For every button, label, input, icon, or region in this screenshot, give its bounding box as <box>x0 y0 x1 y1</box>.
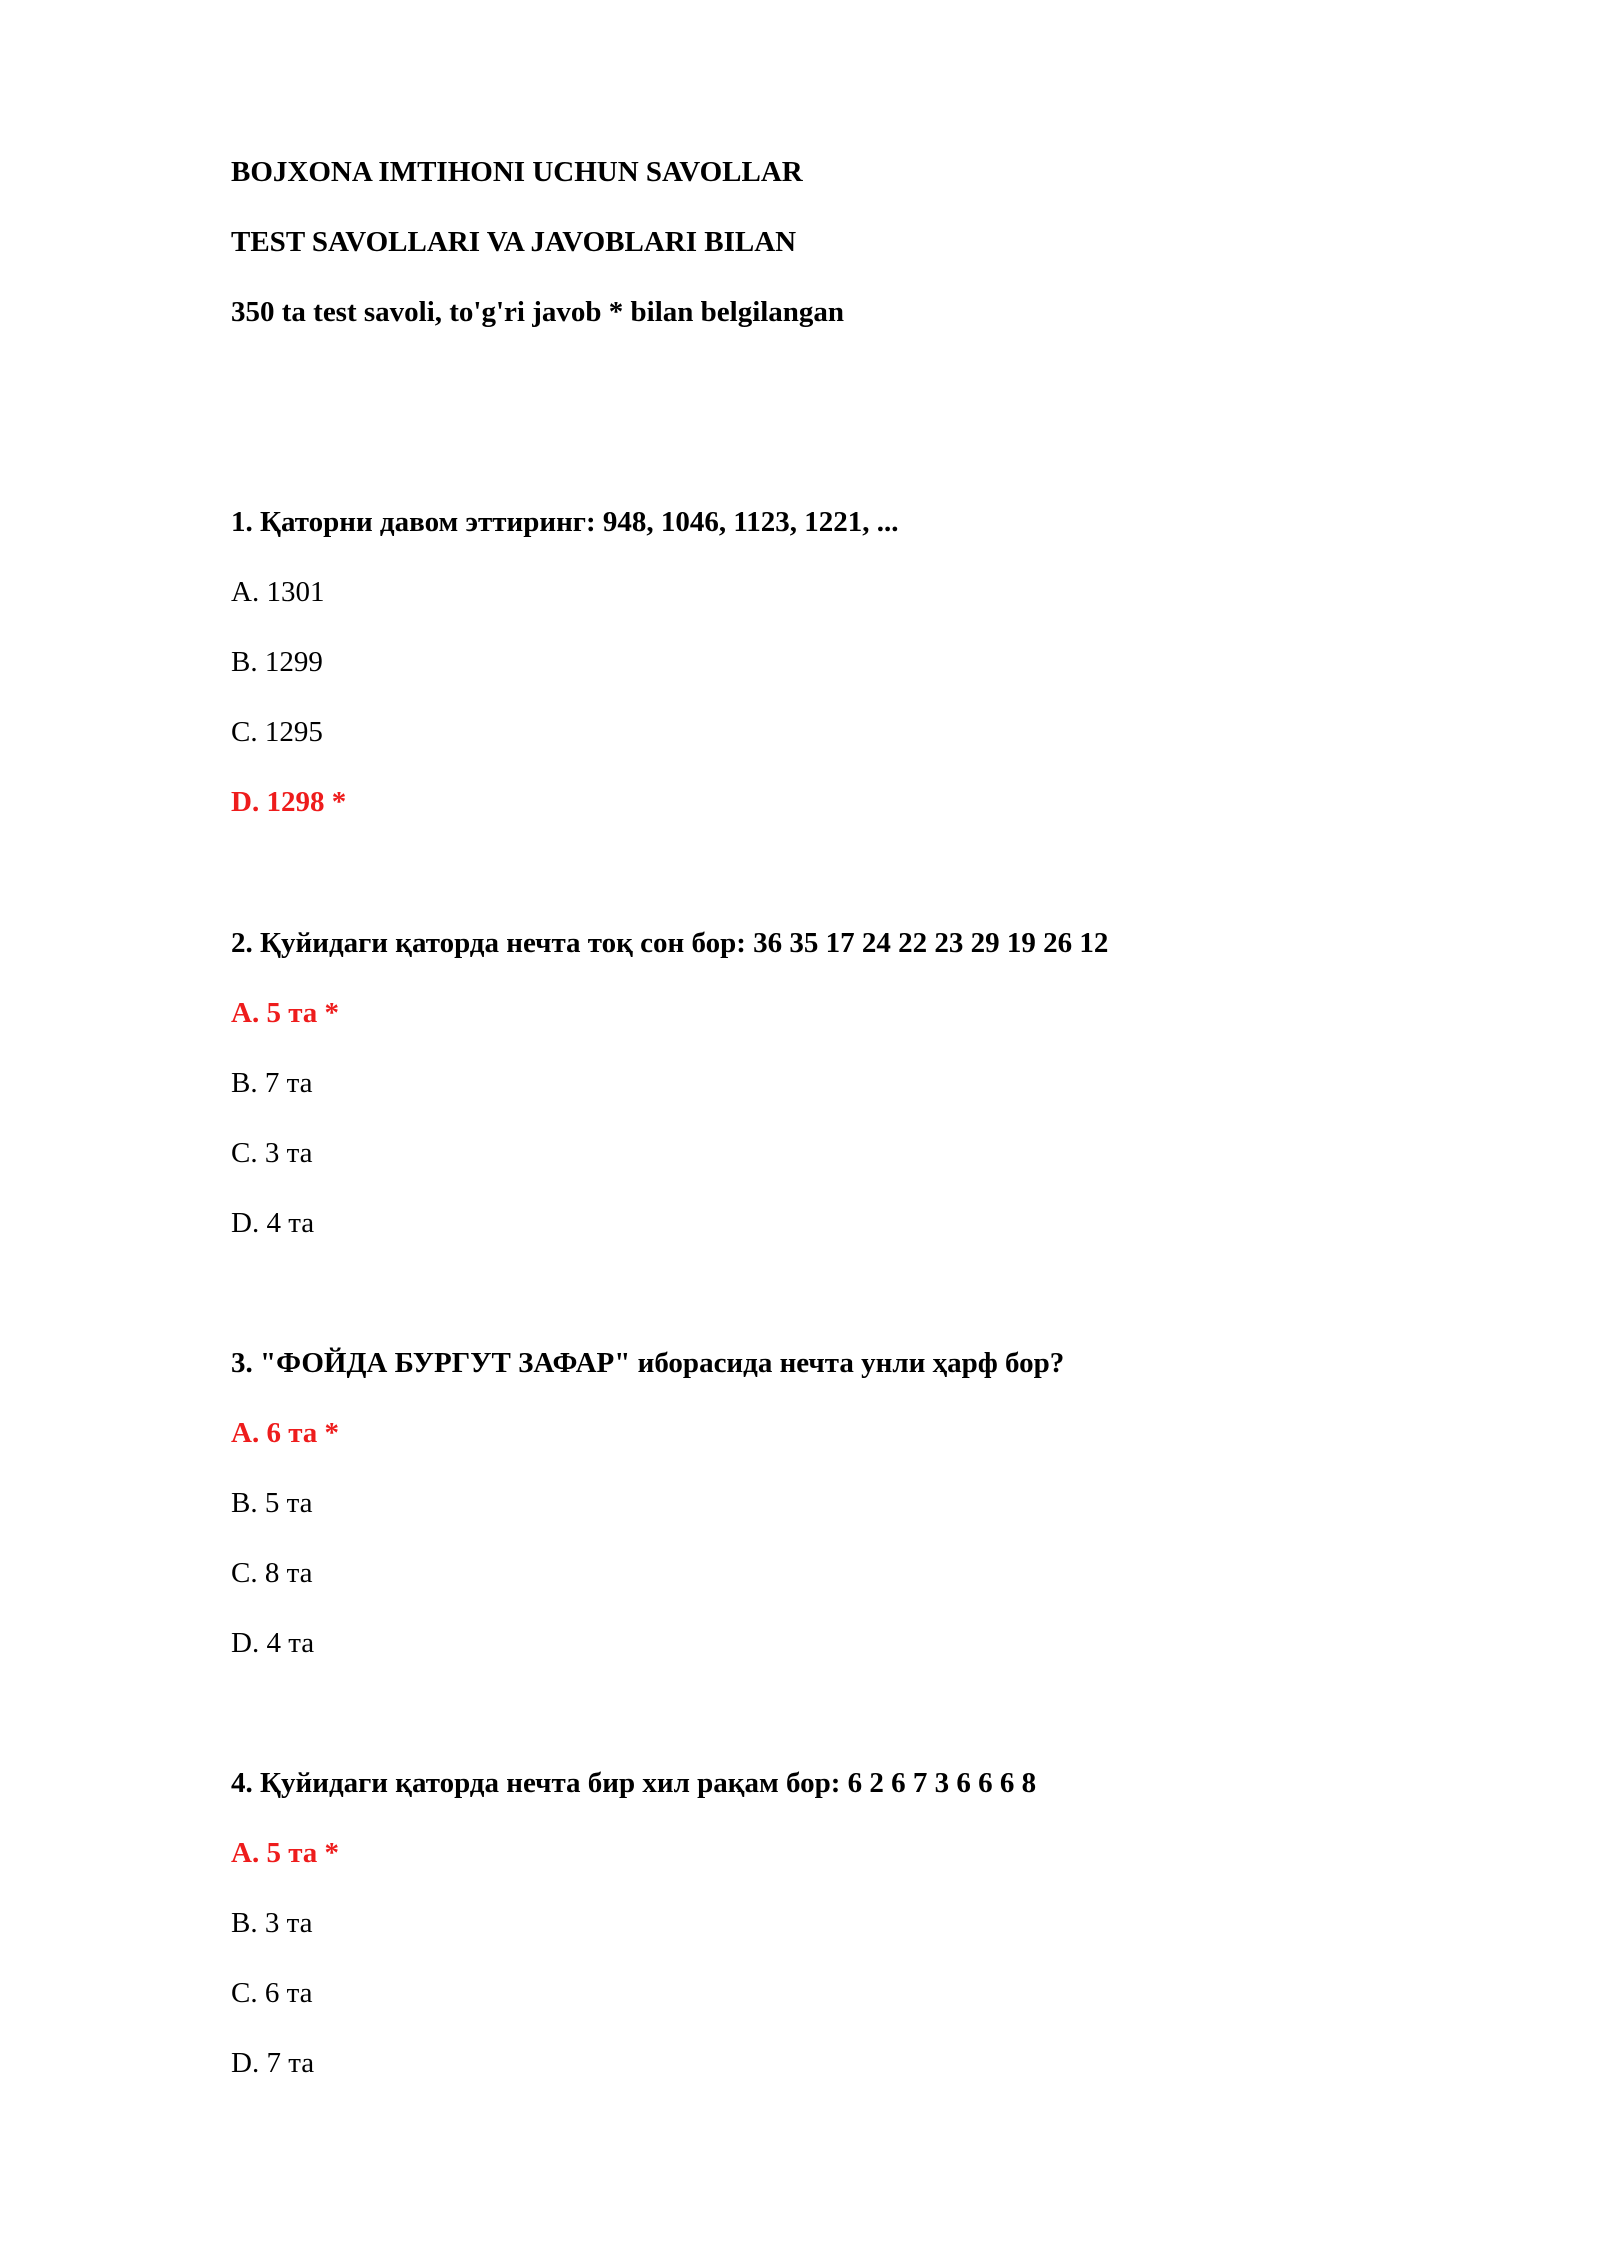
question-2-option-a: A. 5 та * <box>231 997 340 1029</box>
question-3-option-c: C. 8 та <box>231 1557 313 1589</box>
document-note: 350 ta test savoli, to'g'ri javob * bilan belgilangan <box>231 296 845 328</box>
question-2-option-c: C. 3 та <box>231 1137 313 1169</box>
question-4-text: 4. Қуйидаги қаторда нечта бир хил рақам бор: 6 2 6 7 3 6 6 6 8 <box>231 1767 1037 1799</box>
question-1-option-a: A. 1301 <box>231 576 325 608</box>
question-3-option-b: B. 5 та <box>231 1487 313 1519</box>
question-4-option-c: C. 6 та <box>231 1977 313 2009</box>
question-1-option-d: D. 1298 * <box>231 786 347 818</box>
question-2-option-b: B. 7 та <box>231 1067 313 1099</box>
question-1-option-b: B. 1299 <box>231 646 323 678</box>
document-title: BOJXONA IMTIHONI UCHUN SAVOLLAR <box>231 156 803 188</box>
question-2-option-d: D. 4 та <box>231 1207 315 1239</box>
question-3-option-d: D. 4 та <box>231 1627 315 1659</box>
question-4-option-a: A. 5 та * <box>231 1837 340 1869</box>
question-2-text: 2. Қуйидаги қаторда нечта тоқ сон бор: 36 35 17 24 22 23 29 19 26 12 <box>231 927 1109 959</box>
document-subtitle: TEST SAVOLLARI VA JAVOBLARI BILAN <box>231 226 797 258</box>
question-4-option-b: B. 3 та <box>231 1907 313 1939</box>
question-4-option-d: D. 7 та <box>231 2047 315 2079</box>
question-1-option-c: C. 1295 <box>231 716 323 748</box>
question-3-option-a: A. 6 та * <box>231 1417 340 1449</box>
question-1-text: 1. Қаторни давом эттиринг: 948, 1046, 1123, 1221, ... <box>231 506 899 538</box>
question-3-text: 3. "ФОЙДА БУРГУТ ЗАФАР" иборасида нечта унли ҳарф бор? <box>231 1347 1065 1379</box>
